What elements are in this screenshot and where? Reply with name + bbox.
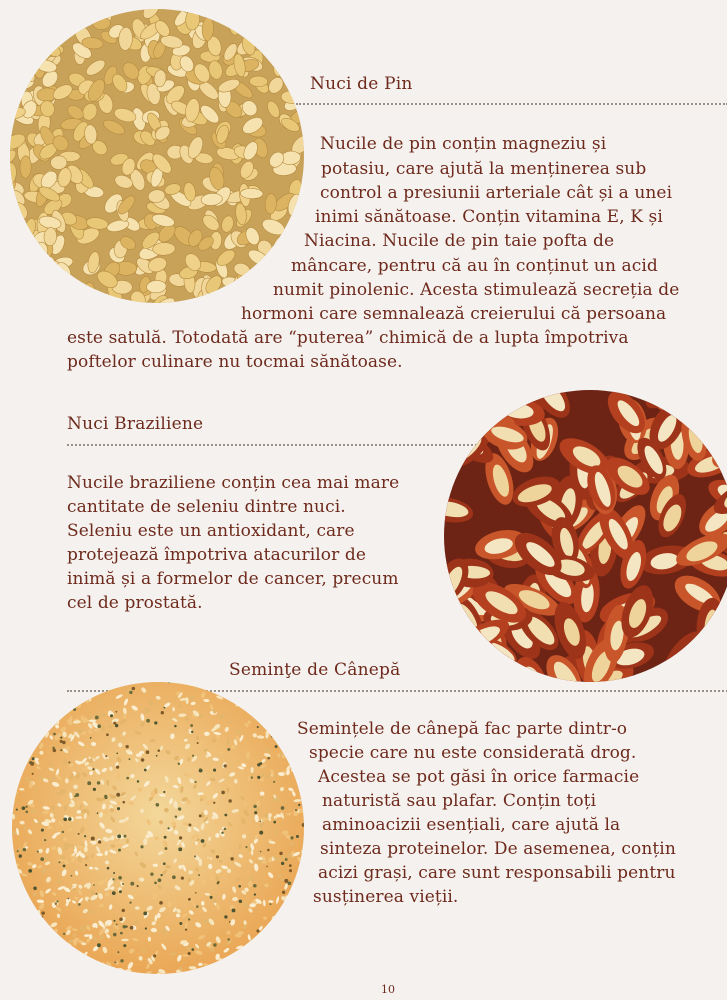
text-line: acizi grași, care sunt responsabili pentru [318, 863, 676, 883]
text-line: Nucile braziliene conțin cea mai mare [67, 473, 400, 493]
text-line: specie care nu este considerată drog. [309, 743, 637, 763]
text-line: naturistă sau plafar. Conțin toți [322, 791, 597, 811]
text-line: potasiu, care ajută la menținerea sub [321, 159, 647, 179]
text-line: mâncare, pentru că au în conținut un acid [291, 256, 658, 276]
section-divider [67, 444, 477, 446]
text-line: cantitate de seleniu dintre nuci. [67, 497, 346, 517]
text-line: hormoni care semnalează creierului că persoana [241, 304, 667, 324]
text-line: sinteza proteinelor. De asemenea, conțin [320, 839, 676, 859]
text-line: Semințele de cânepă fac parte dintr-o [297, 719, 628, 739]
text-line: Niacina. Nucile de pin taie pofta de [304, 231, 615, 251]
text-line: numit pinolenic. Acesta stimulează secreția de [273, 280, 680, 300]
section-title-brazil-nuts: Nuci Braziliene [67, 414, 204, 434]
text-line: inimă și a formelor de cancer, precum [67, 569, 399, 589]
pine-nuts-photo [10, 9, 304, 303]
page-number: 10 [381, 983, 395, 996]
text-line: inimi sănătoase. Conțin vitamina E, K și [315, 207, 663, 227]
section-title-hemp-seeds: Seminţe de Cânepă [229, 660, 401, 680]
hemp-seeds-photo [12, 682, 304, 974]
text-line: protejează împotriva atacurilor de [67, 545, 366, 565]
text-line: susținerea vieții. [313, 887, 459, 907]
text-line: aminoacizii esențiali, care ajută la [322, 815, 621, 835]
text-line: Nucile de pin conțin magneziu și [320, 134, 607, 154]
brazil-nuts-photo [444, 390, 727, 682]
text-line: Acestea se pot găsi în orice farmacie [318, 767, 640, 787]
section-divider [296, 103, 727, 105]
section-title-pine-nuts: Nuci de Pin [310, 74, 413, 94]
text-line: poftelor culinare nu tocmai sănătoase. [67, 352, 403, 372]
text-line: Seleniu este un antioxidant, care [67, 521, 355, 541]
text-line: cel de prostată. [67, 593, 203, 613]
text-line: este satulă. Totodată are “puterea” chimică de a lupta împotriva [67, 328, 629, 348]
text-line: control a presiunii arteriale cât și a unei [320, 183, 673, 203]
